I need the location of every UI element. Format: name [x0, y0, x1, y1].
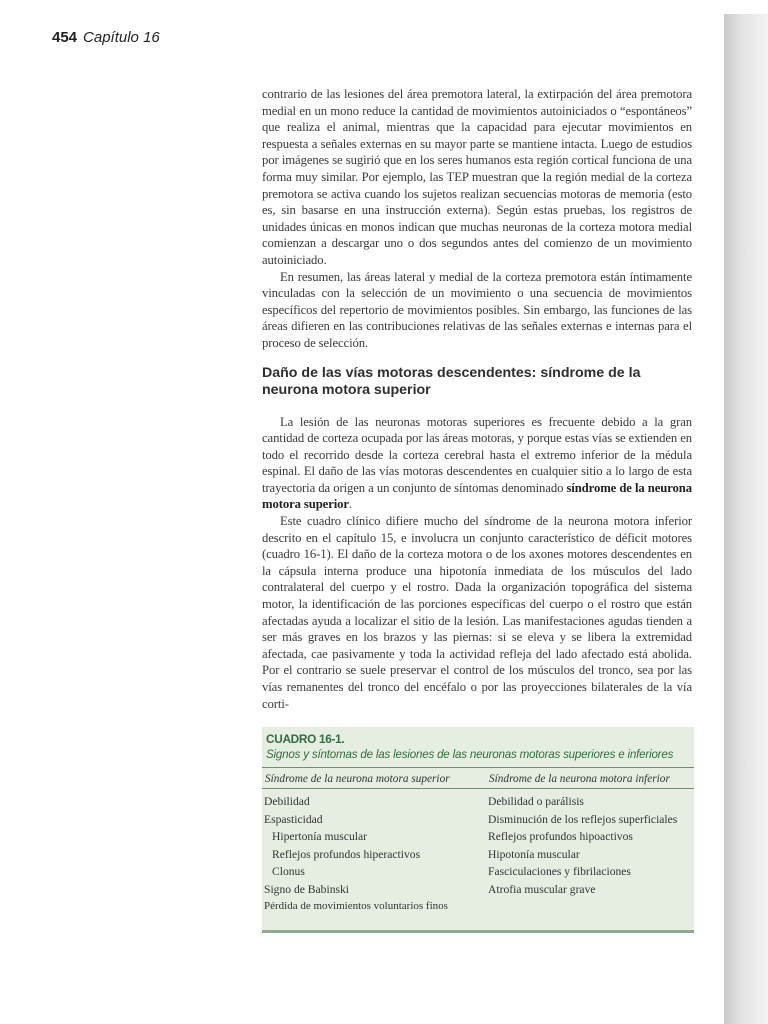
paragraph-text-end: .: [348, 497, 353, 512]
table: [262, 767, 694, 916]
paragraph: [262, 414, 692, 514]
column-header-lower: Síndrome de la neurona motora inferior: [489, 773, 670, 785]
table-cell: Clonus: [272, 865, 305, 878]
table-label: CUADRO 16-1.: [266, 732, 345, 746]
table-cell: Hipertonía muscular: [272, 830, 367, 843]
table-cell: Espasticidad: [264, 812, 323, 826]
text-column: [262, 86, 692, 712]
table-box: [262, 727, 694, 933]
paragraph: Este cuadro clínico difiere mucho del síndrome de la neurona motora inferior descrito en el capítulo 15, e involucra un conjunto característico de déficit motores (cuadro 16-1). El daño de la corteza motora o de los axones motores descendentes en la cápsula interna produce una hipotonía inmediata de los músculos del lado contralateral del cuerpo y el rostro. Dada la organización topográfica del sistema motor, la identificación de las porciones específicas del cuerpo o el rostro que están afectadas ayuda a localizar el sitio de la lesión. Las manifestaciones agudas tienden a ser más graves en los brazos y las piernas: si se eleva y se libera la extremidad afectada, cae pasivamente y toda la actividad refleja del lado afectado está abolida. Por el contrario se suele preservar el control de los músculos del tronco, sea por las vías remanentes del tronco del encéfalo o por las proyecciones bilaterales de la vía corti-: [262, 514, 692, 711]
table-cell: Disminución de los reflejos superficiales: [488, 812, 678, 826]
table-bottom-rule: [262, 930, 694, 933]
lower-neuron-column: [488, 793, 677, 916]
table-header-row: [262, 768, 694, 789]
column-header-upper: Síndrome de la neurona motora superior: [265, 773, 450, 785]
key-term: síndrome de la neurona motora superior: [262, 480, 692, 512]
paragraph-text: La lesión de las neuronas motoras superiores es frecuente debido a la gran cantidad de corteza ocupada por las áreas motoras, y porque estas vías se extienden en todo el recorrido desde la corteza cerebral hasta el extremo inferior de la médula espinal. El daño de las vías motoras descendentes en cualquier sitio a lo largo de esta trayectoria da origen a un conjunto de síntomas denominado: [262, 414, 692, 495]
table-cell: Debilidad: [264, 795, 310, 808]
table-cell: Signo de Babinski: [264, 882, 350, 896]
paragraph: En resumen, las áreas lateral y medial de la corteza premotora están íntimamente vinculadas con la selección de un movimiento o una secuencia de movimientos específicos del repertorio de movimientos posibles. Sin embargo, las funciones de las áreas difieren en las contribuciones relativas de las señales externas e internas para el proceso de selección.: [262, 269, 692, 350]
page-edge-shadow: [724, 14, 768, 1024]
paragraph: contrario de las lesiones del área premotora lateral, la extirpación del área premotora medial en un mono reduce la cantidad de movimientos autoiniciados o “espontáneos” que realiza el animal, mientras que la capacidad para ejecutar movimientos en respuesta a señales externas en su mayor parte se mantiene intacta. Luego de estudios por imágenes se sugirió que en los seres humanos esta región cortical funciona de una forma muy similar. Por ejemplo, las TEP muestran que la región medial de la corteza premotora se activa cuando los sujetos realizan secuencias motoras de memoria (esto es, sin basarse en una instrucción externa). Según estas pruebas, los registros de unidades únicas en monos indican que muchas neuronas de la corteza motora medial comienzan a descargar uno o dos segundos antes del comienzo de un movimiento autoiniciado.: [262, 87, 692, 267]
table-cell: Atrofia muscular grave: [488, 882, 596, 896]
upper-neuron-column: [262, 793, 488, 916]
table-cell: Hipotonía muscular: [488, 847, 580, 861]
table-cell: Reflejos profundos hiperactivos: [272, 847, 421, 861]
table-body: [262, 789, 694, 916]
table-cell: Reflejos profundos hipoactivos: [488, 830, 633, 843]
section-heading: Daño de las vías motoras descendentes: síndrome de la neurona motora superior: [262, 364, 641, 398]
table-cell: Pérdida de movimientos voluntarios finos: [264, 900, 448, 912]
table-caption: Signos y síntomas de las lesiones de las neuronas motoras superiores e inferiores: [266, 748, 674, 761]
table-title: [262, 727, 694, 763]
table-cell: Debilidad o parálisis: [488, 795, 584, 808]
table-cell: Fasciculaciones y fibrilaciones: [488, 865, 631, 878]
chapter-title: Capítulo 16: [83, 29, 160, 46]
page-header: [52, 29, 160, 46]
page-number: 454: [52, 29, 78, 46]
